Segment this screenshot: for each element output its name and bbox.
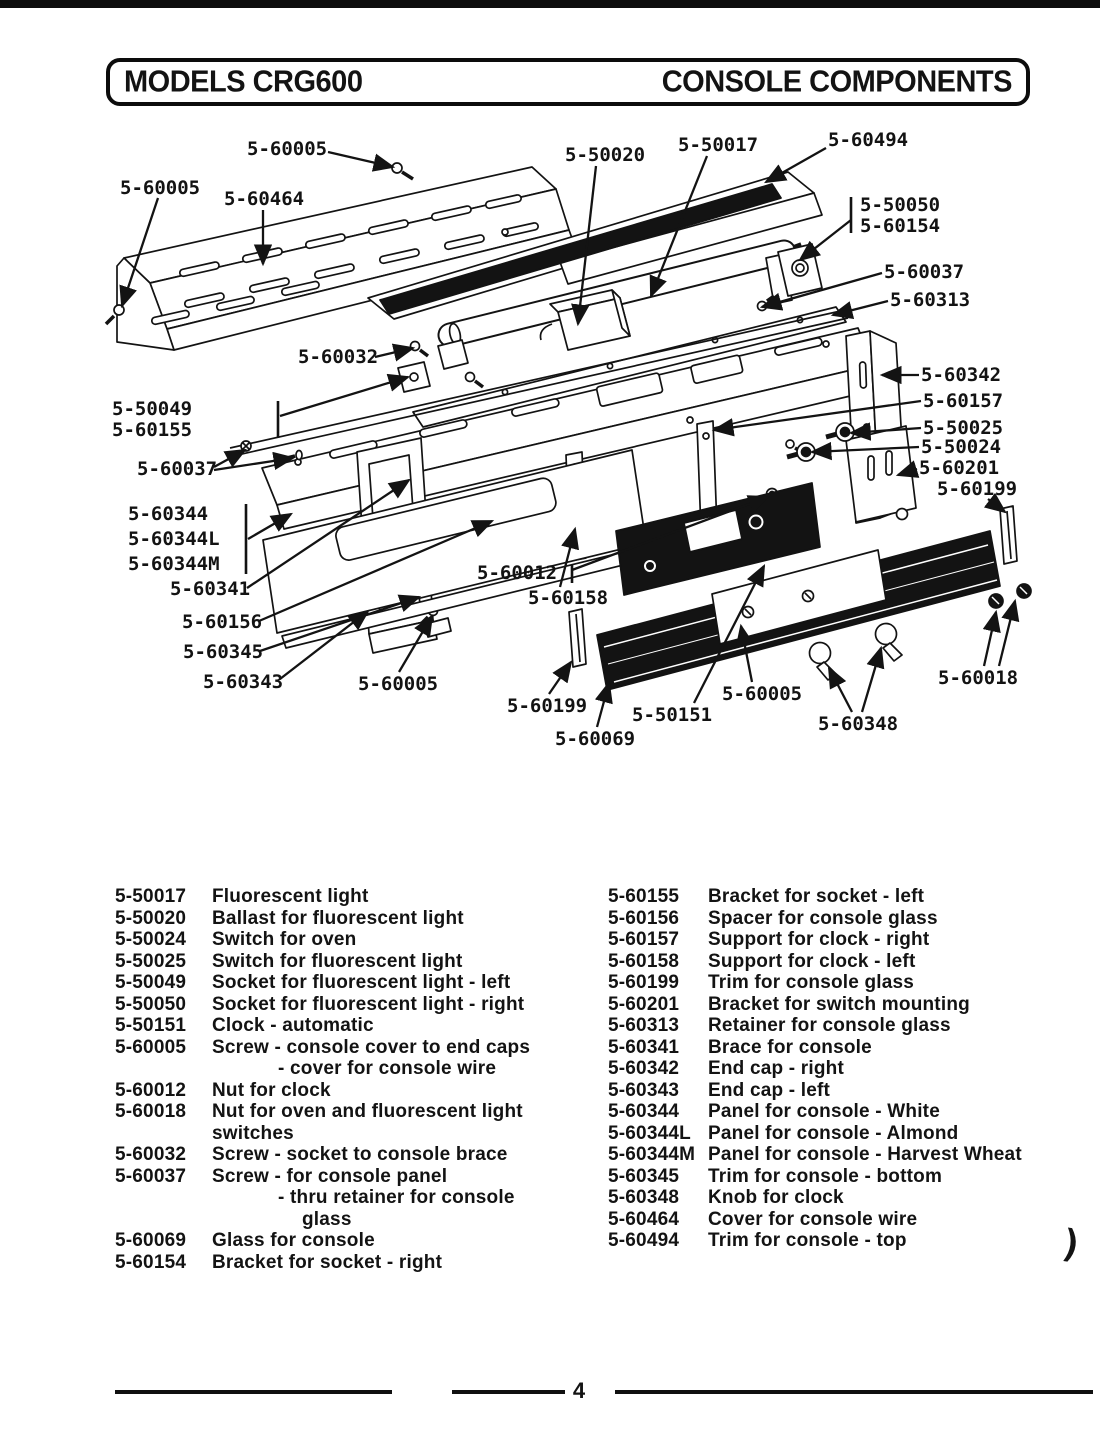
part-number: 5-50020: [115, 907, 187, 929]
footer-rule-right: [615, 1390, 1093, 1394]
part-desc: Panel for console - Almond: [708, 1122, 959, 1144]
part-number: 5-50049: [115, 972, 187, 993]
part-row: [608, 972, 1094, 994]
parts-list-left: [115, 886, 607, 1273]
part-row: [608, 1187, 1094, 1209]
part-desc: Spacer for console glass: [708, 907, 938, 929]
part-desc: Screw - console cover to end caps - cover for console wire: [212, 1036, 531, 1079]
diagram-callout: 5-50017: [678, 134, 759, 156]
parts-list-right: [608, 886, 1094, 1252]
diagram-callout: 5-60464: [224, 188, 305, 210]
part-row: [608, 951, 1094, 973]
diagram-callout: 5-60005: [722, 683, 803, 705]
part-number: 5-50025: [115, 950, 187, 972]
part-desc: Cover for console wire: [708, 1208, 918, 1230]
diagram-callout: 5-60344 5-60344L 5-60344M: [128, 503, 220, 575]
part-number: 5-60348: [608, 1187, 680, 1208]
part-row: [608, 1101, 1094, 1123]
part-desc: Trim for console - top: [708, 1230, 907, 1251]
diagram-callout: 5-50050 5-60154: [860, 194, 941, 237]
part-desc: Socket for fluorescent light - left: [212, 972, 511, 993]
part-number: 5-50017: [115, 886, 187, 907]
part-row: [608, 994, 1094, 1016]
diagram-callout: 5-50151: [632, 704, 713, 726]
diagram-callout: 5-60199: [507, 695, 588, 717]
part-number: 5-60494: [608, 1230, 680, 1251]
part-desc: Switch for oven: [212, 929, 357, 950]
part-desc: End cap - left: [708, 1079, 831, 1101]
part-row: [608, 1230, 1094, 1252]
part-number: 5-60344M: [608, 1144, 696, 1165]
diagram-callout: 5-60012: [477, 562, 558, 584]
part-number: 5-50024: [115, 929, 187, 950]
part-desc: Brace for console: [708, 1036, 872, 1058]
part-desc: Screw - for console panel - thru retainer for console glass: [212, 1165, 515, 1230]
part-desc: Bracket for socket - left: [708, 886, 925, 907]
part-desc: Trim for console - bottom: [708, 1165, 943, 1187]
part-desc: Bracket for socket - right: [212, 1251, 443, 1273]
part-row: [115, 951, 607, 973]
part-desc: Screw - socket to console brace: [212, 1144, 508, 1165]
page-number: 4: [572, 1378, 586, 1403]
diagram-callout: 5-50049 5-60155: [112, 398, 193, 441]
diagram-callout: 5-50024: [921, 436, 1002, 458]
diagram-callout: 5-60032: [298, 346, 379, 368]
part-number: 5-60344L: [608, 1122, 691, 1144]
part-row: [115, 994, 607, 1016]
part-number: 5-60341: [608, 1036, 680, 1058]
part-number: 5-60199: [608, 972, 680, 993]
part-row: [608, 1123, 1094, 1145]
part-desc: Retainer for console glass: [708, 1015, 951, 1036]
part-number: 5-60154: [115, 1251, 187, 1273]
part-number: 5-60343: [608, 1079, 680, 1101]
part-row: [115, 1080, 607, 1102]
section-title: CONSOLE COMPONENTS: [661, 64, 1012, 99]
diagram-callout: 5-60005: [247, 138, 328, 160]
diagram-callout: 5-60313: [890, 289, 971, 311]
part-desc: Switch for fluorescent light: [212, 950, 463, 972]
diagram-callout: 5-60343: [203, 671, 284, 693]
diagram-callout: 5-60199: [937, 478, 1018, 500]
part-row: [608, 929, 1094, 951]
part-row: [608, 1144, 1094, 1166]
part-row: [608, 1166, 1094, 1188]
diagram-callout: 5-60348: [818, 713, 899, 735]
part-row: [115, 1015, 607, 1037]
footer-rule-left: [115, 1390, 392, 1394]
part-desc: Socket for fluorescent light - right: [212, 993, 525, 1015]
part-desc: Trim for console glass: [708, 972, 915, 993]
part-row: [608, 908, 1094, 930]
diagram-callout: 5-60158: [528, 587, 609, 609]
part-row: [115, 1144, 607, 1166]
part-number: 5-60018: [115, 1101, 187, 1122]
part-number: 5-60069: [115, 1230, 187, 1251]
diagram-callout: 5-60069: [555, 728, 636, 750]
diagram-callout: 5-60156: [182, 611, 263, 633]
part-row: [115, 972, 607, 994]
part-row: [608, 1209, 1094, 1231]
part-row: [608, 1080, 1094, 1102]
part-row: [115, 908, 607, 930]
model-title: MODELS CRG600: [124, 64, 363, 99]
part-number: 5-60037: [115, 1165, 187, 1187]
part-desc: Clock - automatic: [212, 1015, 374, 1036]
part-number: 5-50151: [115, 1015, 187, 1036]
part-number: 5-50050: [115, 993, 187, 1015]
part-desc: End cap - right: [708, 1058, 844, 1079]
diagram-callout: 5-50025: [923, 417, 1004, 439]
part-number: 5-60201: [608, 993, 680, 1015]
scan-artifact-paren: ): [1057, 1220, 1086, 1268]
part-number: 5-60005: [115, 1036, 187, 1058]
diagram-callout: 5-60037: [137, 458, 218, 480]
part-desc: Bracket for switch mounting: [708, 993, 970, 1015]
part-desc: Ballast for fluorescent light: [212, 907, 464, 929]
part-row: [608, 1037, 1094, 1059]
part-row: [608, 1015, 1094, 1037]
footer-rule-mid: [452, 1390, 565, 1394]
part-number: 5-60344: [608, 1101, 680, 1122]
diagram-callout: 5-60005: [358, 673, 439, 695]
diagram-callout: 5-60494: [828, 129, 909, 151]
part-row: [115, 1101, 607, 1144]
part-desc: Panel for console - White: [708, 1101, 940, 1122]
diagram-callout: 5-60341: [170, 578, 251, 600]
part-number: 5-60313: [608, 1015, 680, 1036]
part-number: 5-60155: [608, 886, 680, 907]
part-row: [115, 1252, 607, 1274]
part-row: [608, 886, 1094, 908]
diagram-callout: 5-60037: [884, 261, 965, 283]
part-number: 5-60345: [608, 1165, 680, 1187]
diagram-callout: 5-50020: [565, 144, 646, 166]
part-desc: Nut for clock: [212, 1079, 331, 1101]
part-row: [115, 1037, 607, 1080]
part-row: [115, 929, 607, 951]
part-desc: Support for clock - right: [708, 929, 930, 950]
part-desc: Glass for console: [212, 1230, 375, 1251]
diagram-callout: 5-60342: [921, 364, 1002, 386]
diagram-callout: 5-60201: [919, 457, 1000, 479]
part-number: 5-60032: [115, 1144, 187, 1165]
part-row: [115, 1230, 607, 1252]
part-number: 5-60157: [608, 929, 680, 950]
part-number: 5-60342: [608, 1058, 680, 1079]
part-number: 5-60464: [608, 1208, 680, 1230]
diagram-callout: 5-60018: [938, 667, 1019, 689]
diagram-callout: 5-60345: [183, 641, 264, 663]
diagram-callout: 5-60157: [923, 390, 1004, 412]
part-number: 5-60012: [115, 1079, 187, 1101]
diagram-callout: 5-60005: [120, 177, 201, 199]
part-desc: Support for clock - left: [708, 950, 916, 972]
part-desc: Nut for oven and fluorescent light switches: [212, 1101, 523, 1144]
part-row: [608, 1058, 1094, 1080]
part-desc: Knob for clock: [708, 1187, 844, 1208]
part-desc: Fluorescent light: [212, 886, 369, 907]
part-number: 5-60156: [608, 907, 680, 929]
part-row: [115, 886, 607, 908]
part-desc: Panel for console - Harvest Wheat: [708, 1144, 1022, 1165]
part-number: 5-60158: [608, 950, 680, 972]
part-row: [115, 1166, 607, 1231]
